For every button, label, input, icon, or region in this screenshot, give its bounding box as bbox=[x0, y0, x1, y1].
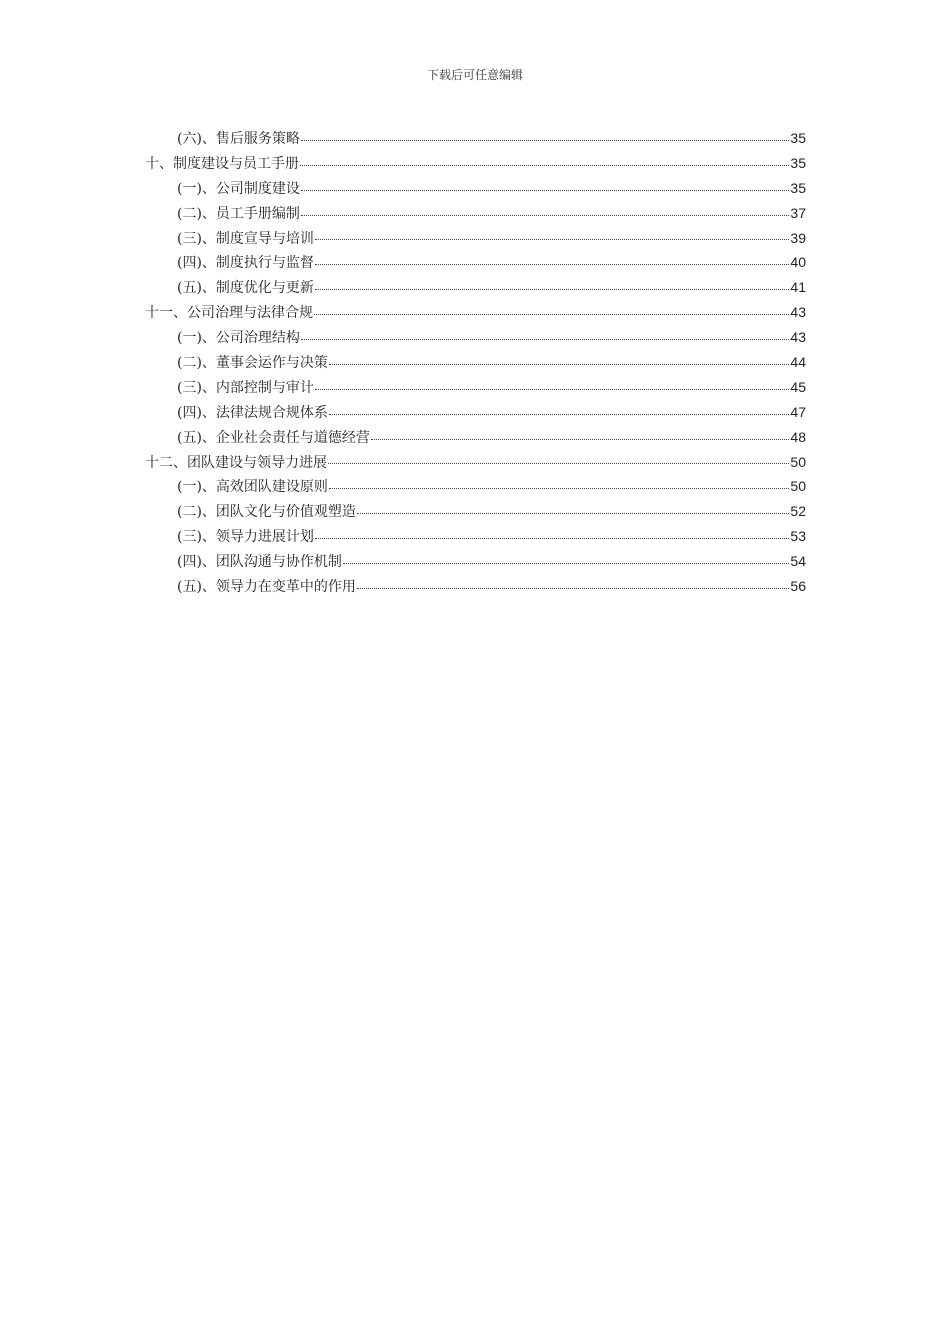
toc-page-number: 44 bbox=[790, 354, 806, 371]
toc-dot-leader bbox=[301, 189, 789, 191]
toc-entry-label: (四)、团队沟通与协作机制 bbox=[177, 554, 342, 571]
toc-dot-leader bbox=[314, 313, 789, 315]
toc-dot-leader bbox=[301, 214, 789, 216]
toc-entry-label: (一)、高效团队建设原则 bbox=[177, 479, 328, 496]
toc-entry-label: (五)、企业社会责任与道德经营 bbox=[177, 429, 370, 446]
toc-dot-leader bbox=[315, 288, 789, 290]
toc-dot-leader bbox=[315, 263, 789, 265]
toc-page-number: 35 bbox=[790, 179, 806, 196]
toc-section-entry[interactable] bbox=[145, 325, 806, 350]
toc-entry-label: (四)、法律法规合规体系 bbox=[177, 404, 328, 421]
toc-section-entry[interactable] bbox=[145, 375, 806, 400]
toc-section-entry[interactable] bbox=[145, 250, 806, 275]
toc-section-entry[interactable] bbox=[145, 201, 806, 226]
toc-dot-leader bbox=[328, 462, 789, 464]
toc-page-number: 54 bbox=[790, 553, 806, 570]
toc-dot-leader bbox=[315, 537, 789, 539]
toc-page-number: 47 bbox=[790, 403, 806, 420]
toc-page-number: 37 bbox=[790, 204, 806, 221]
toc-page-number: 43 bbox=[790, 304, 806, 321]
toc-page-number: 56 bbox=[790, 578, 806, 595]
toc-page-number: 40 bbox=[790, 254, 806, 271]
toc-entry-label: (一)、公司治理结构 bbox=[177, 330, 300, 347]
toc-entry-label: (一)、公司制度建设 bbox=[177, 180, 300, 197]
toc-entry-label: (二)、团队文化与价值观塑造 bbox=[177, 504, 356, 521]
toc-entry-label: 十一、公司治理与法律合规 bbox=[145, 305, 313, 322]
toc-section-entry[interactable] bbox=[145, 275, 806, 300]
toc-section-entry[interactable] bbox=[145, 126, 806, 151]
toc-section-entry[interactable] bbox=[145, 226, 806, 251]
toc-dot-leader bbox=[371, 438, 789, 440]
toc-dot-leader bbox=[301, 139, 789, 141]
toc-dot-leader bbox=[315, 388, 789, 390]
toc-dot-leader bbox=[329, 487, 789, 489]
toc-page-number: 48 bbox=[790, 428, 806, 445]
toc-entry-label: (二)、董事会运作与决策 bbox=[177, 355, 328, 372]
toc-page-number: 53 bbox=[790, 528, 806, 545]
toc-dot-leader bbox=[343, 562, 789, 564]
toc-section-entry[interactable] bbox=[145, 400, 806, 425]
toc-dot-leader bbox=[357, 512, 789, 514]
toc-entry-label: (三)、内部控制与审计 bbox=[177, 379, 314, 396]
page-header: 下载后可任意编辑 bbox=[426, 68, 523, 82]
toc-chapter-entry[interactable] bbox=[145, 300, 806, 325]
toc-entry-label: (三)、领导力进展计划 bbox=[177, 529, 314, 546]
toc-section-entry[interactable] bbox=[145, 574, 806, 599]
toc-page-number: 45 bbox=[790, 378, 806, 395]
toc-section-entry[interactable] bbox=[145, 474, 806, 499]
table-of-contents bbox=[145, 126, 806, 599]
toc-dot-leader bbox=[301, 338, 789, 340]
toc-page-number: 41 bbox=[790, 279, 806, 296]
toc-dot-leader bbox=[315, 238, 789, 240]
toc-entry-label: (五)、领导力在变革中的作用 bbox=[177, 579, 356, 596]
toc-section-entry[interactable] bbox=[145, 499, 806, 524]
toc-dot-leader bbox=[329, 363, 789, 365]
toc-dot-leader bbox=[300, 164, 789, 166]
toc-entry-label: (六)、售后服务策略 bbox=[177, 131, 300, 147]
toc-page-number: 52 bbox=[790, 503, 806, 520]
toc-chapter-entry[interactable] bbox=[145, 450, 806, 475]
toc-entry-label: (三)、制度宣导与培训 bbox=[177, 230, 314, 247]
toc-entry-label: (二)、员工手册编制 bbox=[177, 205, 300, 222]
toc-section-entry[interactable] bbox=[145, 350, 806, 375]
toc-section-entry[interactable] bbox=[145, 549, 806, 574]
toc-page-number: 50 bbox=[790, 478, 806, 495]
toc-section-entry[interactable] bbox=[145, 176, 806, 201]
toc-chapter-entry[interactable] bbox=[145, 151, 806, 176]
toc-entry-label: (四)、制度执行与监督 bbox=[177, 255, 314, 272]
toc-section-entry[interactable] bbox=[145, 425, 806, 450]
toc-page-number: 39 bbox=[790, 229, 806, 246]
toc-page-number: 43 bbox=[790, 329, 806, 346]
toc-entry-label: 十、制度建设与员工手册 bbox=[145, 155, 299, 172]
toc-dot-leader bbox=[357, 587, 789, 589]
toc-entry-label: (五)、制度优化与更新 bbox=[177, 280, 314, 297]
toc-section-entry[interactable] bbox=[145, 524, 806, 549]
toc-entry-label: 十二、团队建设与领导力进展 bbox=[145, 454, 327, 471]
toc-dot-leader bbox=[329, 413, 789, 415]
toc-page-number: 35 bbox=[790, 154, 806, 171]
toc-page-number: 50 bbox=[790, 453, 806, 470]
toc-page-number: 35 bbox=[790, 130, 806, 146]
